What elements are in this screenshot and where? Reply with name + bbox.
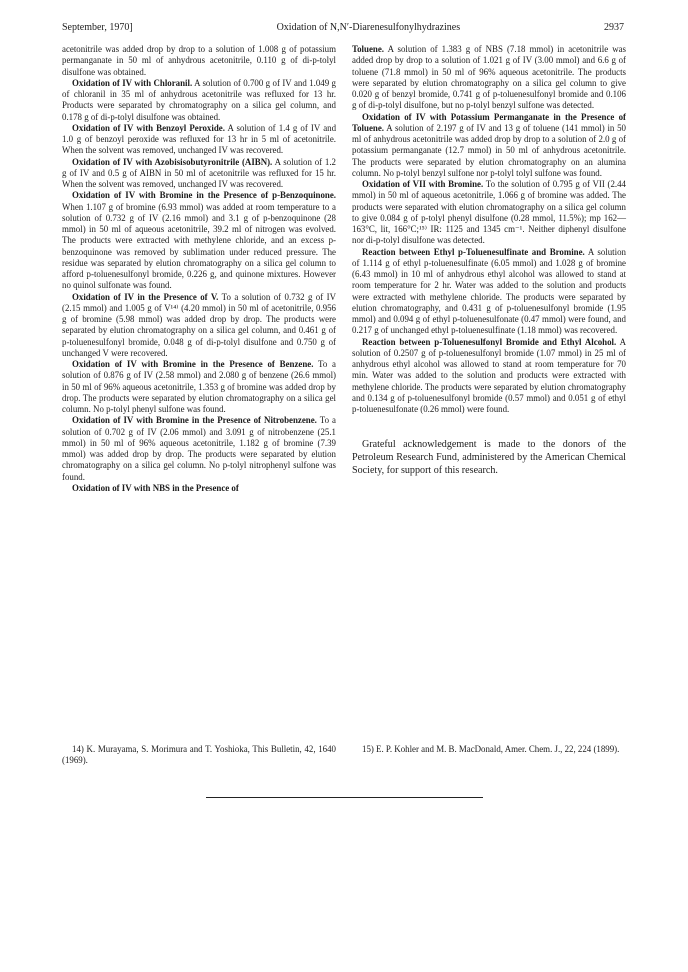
- right-column: [352, 44, 626, 478]
- section-heading: Reaction between p-Toluenesulfonyl Bromide and Ethyl Alcohol.: [362, 336, 617, 347]
- paragraph-text: To a solution of 0.732 g of IV (2.15 mmol) and 1.005 g of V¹⁴⁾ (4.20 mmol) in 50 ml of acetonitrile, 0.956 g of bromine (5.98 mmol) was added drop by drop. The products were separated by elution chromatography on a silica gel column, and 0.461 g of p-toluenesulfonyl bromide, 0.048 g of di-p-tolyl disulfone and 0.750 g of unchanged V were recovered.: [62, 291, 336, 358]
- paragraph-text: A solution of 1.4 g of IV and 1.0 g of benzoyl peroxide was refluxed for 13 hr in 5 ml of acetonitrile. When the solvent was removed, unchanged IV was recovered.: [62, 122, 337, 156]
- paragraph: [62, 157, 336, 191]
- paragraph-text: A solution of 0.700 g of IV and 1.049 g of chloranil in 35 ml of anhydrous acetonitrile was refluxed for 13 hr. Products were separated by chromatography on a silica gel column, and 0.178 g of di-p-tolyl disulfone was obtained.: [62, 77, 336, 122]
- paragraph-text: When 1.107 g of bromine (6.93 mmol) was added at room temperature to a solution of 0.732 g of IV (2.16 mmol) and 3.1 g of p-benzoquinone (28 mmol) in 50 ml of aqueous acetonitrile, 39.2 ml of nitrogen was evolved. The products were extracted with methylene chloride, and an excess p-benzoquinone was removed by sublimation under reduced pressure. The residue was separated by elution chromatography on a silica gel column to afford p-toluenesulfonyl bromide, 0.226 g, and quinone mixtures. However no quinol sulfonate was found.: [62, 201, 336, 291]
- footnote-15: 15) E. P. Kohler and M. B. MacDonald, Amer. Chem. J., 22, 224 (1899).: [362, 744, 620, 754]
- paragraph-text: A solution of 2.197 g of IV and 13 g of toluene (141 mmol) in 50 ml of anhydrous acetonitrile was added drop by drop to a solution of 2.0 g of potassium permanganate (12.7 mmol) in 50 ml of anhydrous acetonitrile. The products were separated by elution chromatography on an alumina column. No p-tolyl benzyl sulfone nor p-tolyl tolyl sulfone was found.: [352, 122, 626, 178]
- left-column: [62, 44, 336, 494]
- paragraph: [352, 179, 626, 247]
- paragraph: [62, 123, 336, 157]
- section-heading: Toluene.: [352, 44, 384, 54]
- section-heading: Oxidation of IV with NBS in the Presence of: [72, 482, 239, 493]
- paragraph-text: To the solution of 0.795 g of VII (2.44 mmol) in 50 ml of aqueous acetonitrile, 1.066 g of bromine was added. The products were separated with elution chromatography on a silica gel column to give 0.084 g of p-tolyl phenyl disulfone (0.28 mmol, 11.5%); mp 162—163°C, lit, 166°C;¹⁵⁾ IR: 1125 and 1345 cm⁻¹. Neither diphenyl disulfone nor di-p-tolyl disulfone was detected.: [352, 179, 626, 246]
- paragraph-text: To a solution of 0.702 g of IV (2.06 mmol) and 3.091 g of nitrobenzene (25.1 mmol) in 50 ml of 96% aqueous acetonitrile, 1.182 g of bromine (7.39 mmol) was added drop by drop. The products were separated by elution chromatography on a silica gel column. No p-tolyl nitrophenyl sulfone was found.: [62, 415, 336, 482]
- header-page-number: 2937: [603, 22, 624, 33]
- paragraph: [62, 483, 336, 494]
- paragraph: [352, 337, 626, 416]
- paragraph: [62, 190, 336, 291]
- section-heading: Oxidation of IV with Bromine in the Presence of p-Benzoquinone.: [72, 190, 336, 201]
- paragraph: [62, 415, 336, 483]
- section-heading: Oxidation of IV in the Presence of V.: [72, 291, 219, 302]
- section-heading: Oxidation of IV with Benzoyl Peroxide.: [72, 122, 225, 133]
- paragraph-text: A solution of 0.2507 g of p-toluenesulfonyl bromide (1.07 mmol) in 25 ml of anhydrous ethyl alcohol was allowed to stand at room temperature for 70 min. Water was added to the solution and products were extracted with methylene chloride. The products were separated by elution chromatography and 0.134 g of p-toluenesulfonyl bromide (0.57 mmol) and 0.051 g of ethyl p-toluenesulfonate (0.26 mmol) were found.: [352, 336, 626, 414]
- section-heading: Oxidation of IV with Potassium Permanganate in the Presence of Toluene.: [352, 111, 626, 133]
- footnote-14: 14) K. Murayama, S. Morimura and T. Yoshioka, This Bulletin, 42, 1640 (1969).: [62, 744, 336, 765]
- paragraph-text: acetonitrile was added drop by drop to a solution of 1.008 g of potassium permanganate in 50 ml of anhydrous acetonitrile, 0.110 g of di-p-tolyl disulfone was obtained.: [62, 44, 336, 77]
- header-title: Oxidation of N,N′-Diarenesulfonylhydrazines: [276, 22, 461, 33]
- paragraph: [62, 359, 336, 415]
- section-heading: Oxidation of IV with Bromine in the Presence of Nitrobenzene.: [72, 415, 317, 426]
- header-date: September, 1970]: [62, 22, 133, 33]
- paragraph-text: A solution of 1.383 g of NBS (7.18 mmol) in acetonitrile was added drop by drop to a solution of 1.021 g of IV (3.00 mmol) and 6.6 g of toluene (71.8 mmol) in 50 ml of 96% aqueous acetonitrile. The products were separated by elution chromatography on a silica gel column to give 0.020 g of benzyl bromide, 0.741 g of p-toluenesulfonyl bromide and 0.106 g of di-p-tolyl disulfone, but no p-tolyl benzyl sulfone was detected.: [352, 44, 626, 111]
- paragraph: [352, 44, 626, 112]
- section-heading: Oxidation of VII with Bromine.: [362, 179, 484, 189]
- paragraph: [352, 247, 626, 337]
- paragraph-text: A solution of 1.114 g of ethyl p-toluenesulfinate (6.05 mmol) and 1.028 g of bromine (6.43 mmol) in 10 ml of anhydrous ethyl alcohol was allowed to stand at room temperature for 2 hr. Water was added to the solution and products were extracted with methylene chloride. The products were separated by elution chromatography, and 0.431 g of p-toluenesulfonyl bromide (1.95 mmol) and 0.094 g of ethyl p-toluenesulfonate (0.47 mmol) were found, and 0.217 g of unchanged ethyl p-toluenesulfinate (1.18 mmol) was recovered.: [352, 246, 626, 336]
- acknowledgement: Grateful acknowledgement is made to the donors of the Petroleum Research Fund, administered by the American Chemical Society, for support of this research.: [352, 439, 626, 477]
- section-heading: Oxidation of IV with Azobisisobutyronitrile (AIBN).: [72, 156, 273, 167]
- section-heading: Oxidation of IV with Bromine in the Presence of Benzene.: [72, 359, 314, 369]
- paragraph: [62, 78, 336, 123]
- paragraph-text: To a solution of 0.876 g of IV (2.58 mmol) and 2.080 g of benzene (26.6 mmol) in 50 ml of 96% aqueous acetonitrile, 1.353 g of bromine was added drop by drop. The products were separated by elution chromatography on a silica gel column. No p-tolyl phenyl sulfone was found.: [62, 359, 336, 414]
- paragraph: [352, 112, 626, 180]
- running-header: [62, 22, 624, 36]
- paragraph: [62, 44, 336, 78]
- section-heading: Reaction between Ethyl p-Toluenesulfinate and Bromine.: [362, 246, 585, 257]
- end-rule: [206, 797, 483, 798]
- section-heading: Oxidation of IV with Chloranil.: [72, 77, 193, 88]
- paragraph-text: A solution of 1.2 g of IV and 0.5 g of AIBN in 50 ml of acetonitrile was refluxed for 15 hr. When the solvent was removed, unchanged IV was recovered.: [62, 156, 336, 189]
- paragraph: [62, 292, 336, 360]
